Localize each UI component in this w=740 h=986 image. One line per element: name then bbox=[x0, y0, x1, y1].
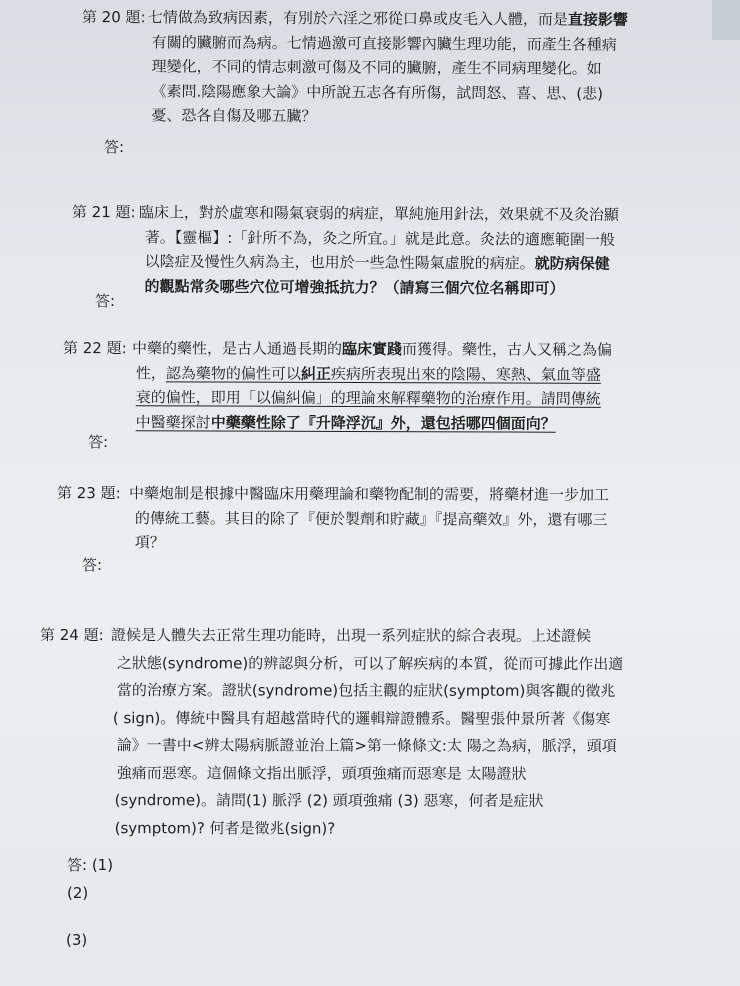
question-22-line-3: 衰的偏性，即用「以偏糾偏」的理論來解釋藥物的治療作用。請問傳統 bbox=[135, 388, 601, 408]
page-edge-shadow bbox=[712, 0, 740, 40]
question-24-line-4: ( sign)。傳統中醫具有超越當時代的邏輯辯證體系。醫聖張仲景所著《傷寒 bbox=[112, 708, 611, 728]
question-23-label: 第 23 題: bbox=[56, 483, 121, 503]
question-23-line-2: 的傳統工藝。其目的除了『便於製劑和貯藏』『提高藥效』外，還有哪三 bbox=[134, 508, 608, 529]
question-24-line-1: 證候是人體失去正常生理功能時，出現一系列症狀的綜合表現。上述證候 bbox=[110, 626, 592, 645]
question-22-line-4: 中醫藥探討中藥藥性除了『升降浮沉』外，還包括哪四個面向？ bbox=[135, 412, 556, 433]
question-21-line-1: 臨床上，對於虛寒和陽氣衰弱的病症，單純施用針法，效果就不及灸治顯 bbox=[138, 203, 619, 224]
question-24-line-6: 強痛而惡寒。這個條文指出脈浮，頭項強痛而惡寒是 太陽證狀 bbox=[116, 763, 527, 783]
question-20-answer: 答: bbox=[104, 138, 125, 156]
question-20-label: 第 20 題: bbox=[81, 7, 146, 27]
question-24-line-2: 之狀態(syndrome)的辨認與分析，可以了解疾病的本質，從而可據此作出適 bbox=[116, 653, 624, 673]
question-20-line-2: 有關的臟腑而為病。七情過激可直接影響內臟生理功能，而產生各種病 bbox=[151, 32, 617, 54]
question-24-line-7: (syndrome)。請問(1) 脈浮 (2) 頭項強痛 (3) 惡寒，何者是症狀 bbox=[114, 791, 544, 810]
question-21-line-3: 以陰症及慢性久病為主，也用於一些急性陽氣虛脫的病症。就防病保健 bbox=[144, 252, 610, 273]
question-21-line-2: 著。【靈樞】:「針所不為，灸之所宜。」就是此意。灸法的適應範圍一般 bbox=[144, 227, 615, 249]
question-24-line-3: 當的治療方案。證狀(syndrome)包括主觀的症狀(symptom)與客觀的徵兆 bbox=[116, 681, 616, 701]
question-21-line-4: 的觀點常灸哪些穴位可增強抵抗力？（請寫三個穴位名稱即可） bbox=[144, 276, 565, 298]
question-23-line-3: 項？ bbox=[134, 533, 165, 552]
question-22-label: 第 22 題: bbox=[62, 338, 127, 358]
question-24-label: 第 24 題: bbox=[39, 626, 104, 645]
question-21-label: 第 21 題: bbox=[71, 202, 136, 222]
question-21-answer: 答: bbox=[95, 292, 116, 310]
question-20-line-1: 七情做為致病因素，有別於六淫之邪從口鼻或皮毛入人體，而是直接影響 bbox=[147, 8, 629, 29]
question-22-answer: 答: bbox=[88, 433, 109, 451]
question-22-line-1: 中藥的藥性，是古人通過長期的臨床實踐而獲得。藥性，古人又稱之為偏 bbox=[131, 339, 613, 359]
question-20-line-4: 《素問.陰陽應象大論》中所說五志各有所傷，試問怒、喜、思、(悲) bbox=[151, 81, 604, 103]
question-20-line-5: 憂、恐各自傷及哪五臟？ bbox=[151, 106, 317, 126]
question-24-answer-1: 答: (1) bbox=[67, 856, 114, 874]
question-24-answer-2: (2) bbox=[67, 884, 89, 902]
question-24-line-5: 論》一書中<辨太陽病脈證並治上篇>第一條條文:太 陽之為病，脈浮，頭項 bbox=[116, 736, 617, 756]
question-24-line-8: (symptom)? 何者是徵兆(sign)? bbox=[114, 818, 336, 838]
question-23-answer: 答: bbox=[82, 556, 103, 574]
question-20-line-3: 理變化，不同的情志刺激可傷及不同的臟腑，產生不同病理變化。如 bbox=[151, 57, 602, 78]
question-24-answer-3: (3) bbox=[66, 931, 88, 949]
question-23-line-1: 中藥炮制是根據中醫臨床用藥理論和藥物配制的需要，將藥材進一步加工 bbox=[128, 484, 610, 504]
question-22-line-2: 性，認為藥物的偏性可以糾正疾病所表現出來的陰陽、寒熱、氣血等盛 bbox=[135, 363, 601, 384]
